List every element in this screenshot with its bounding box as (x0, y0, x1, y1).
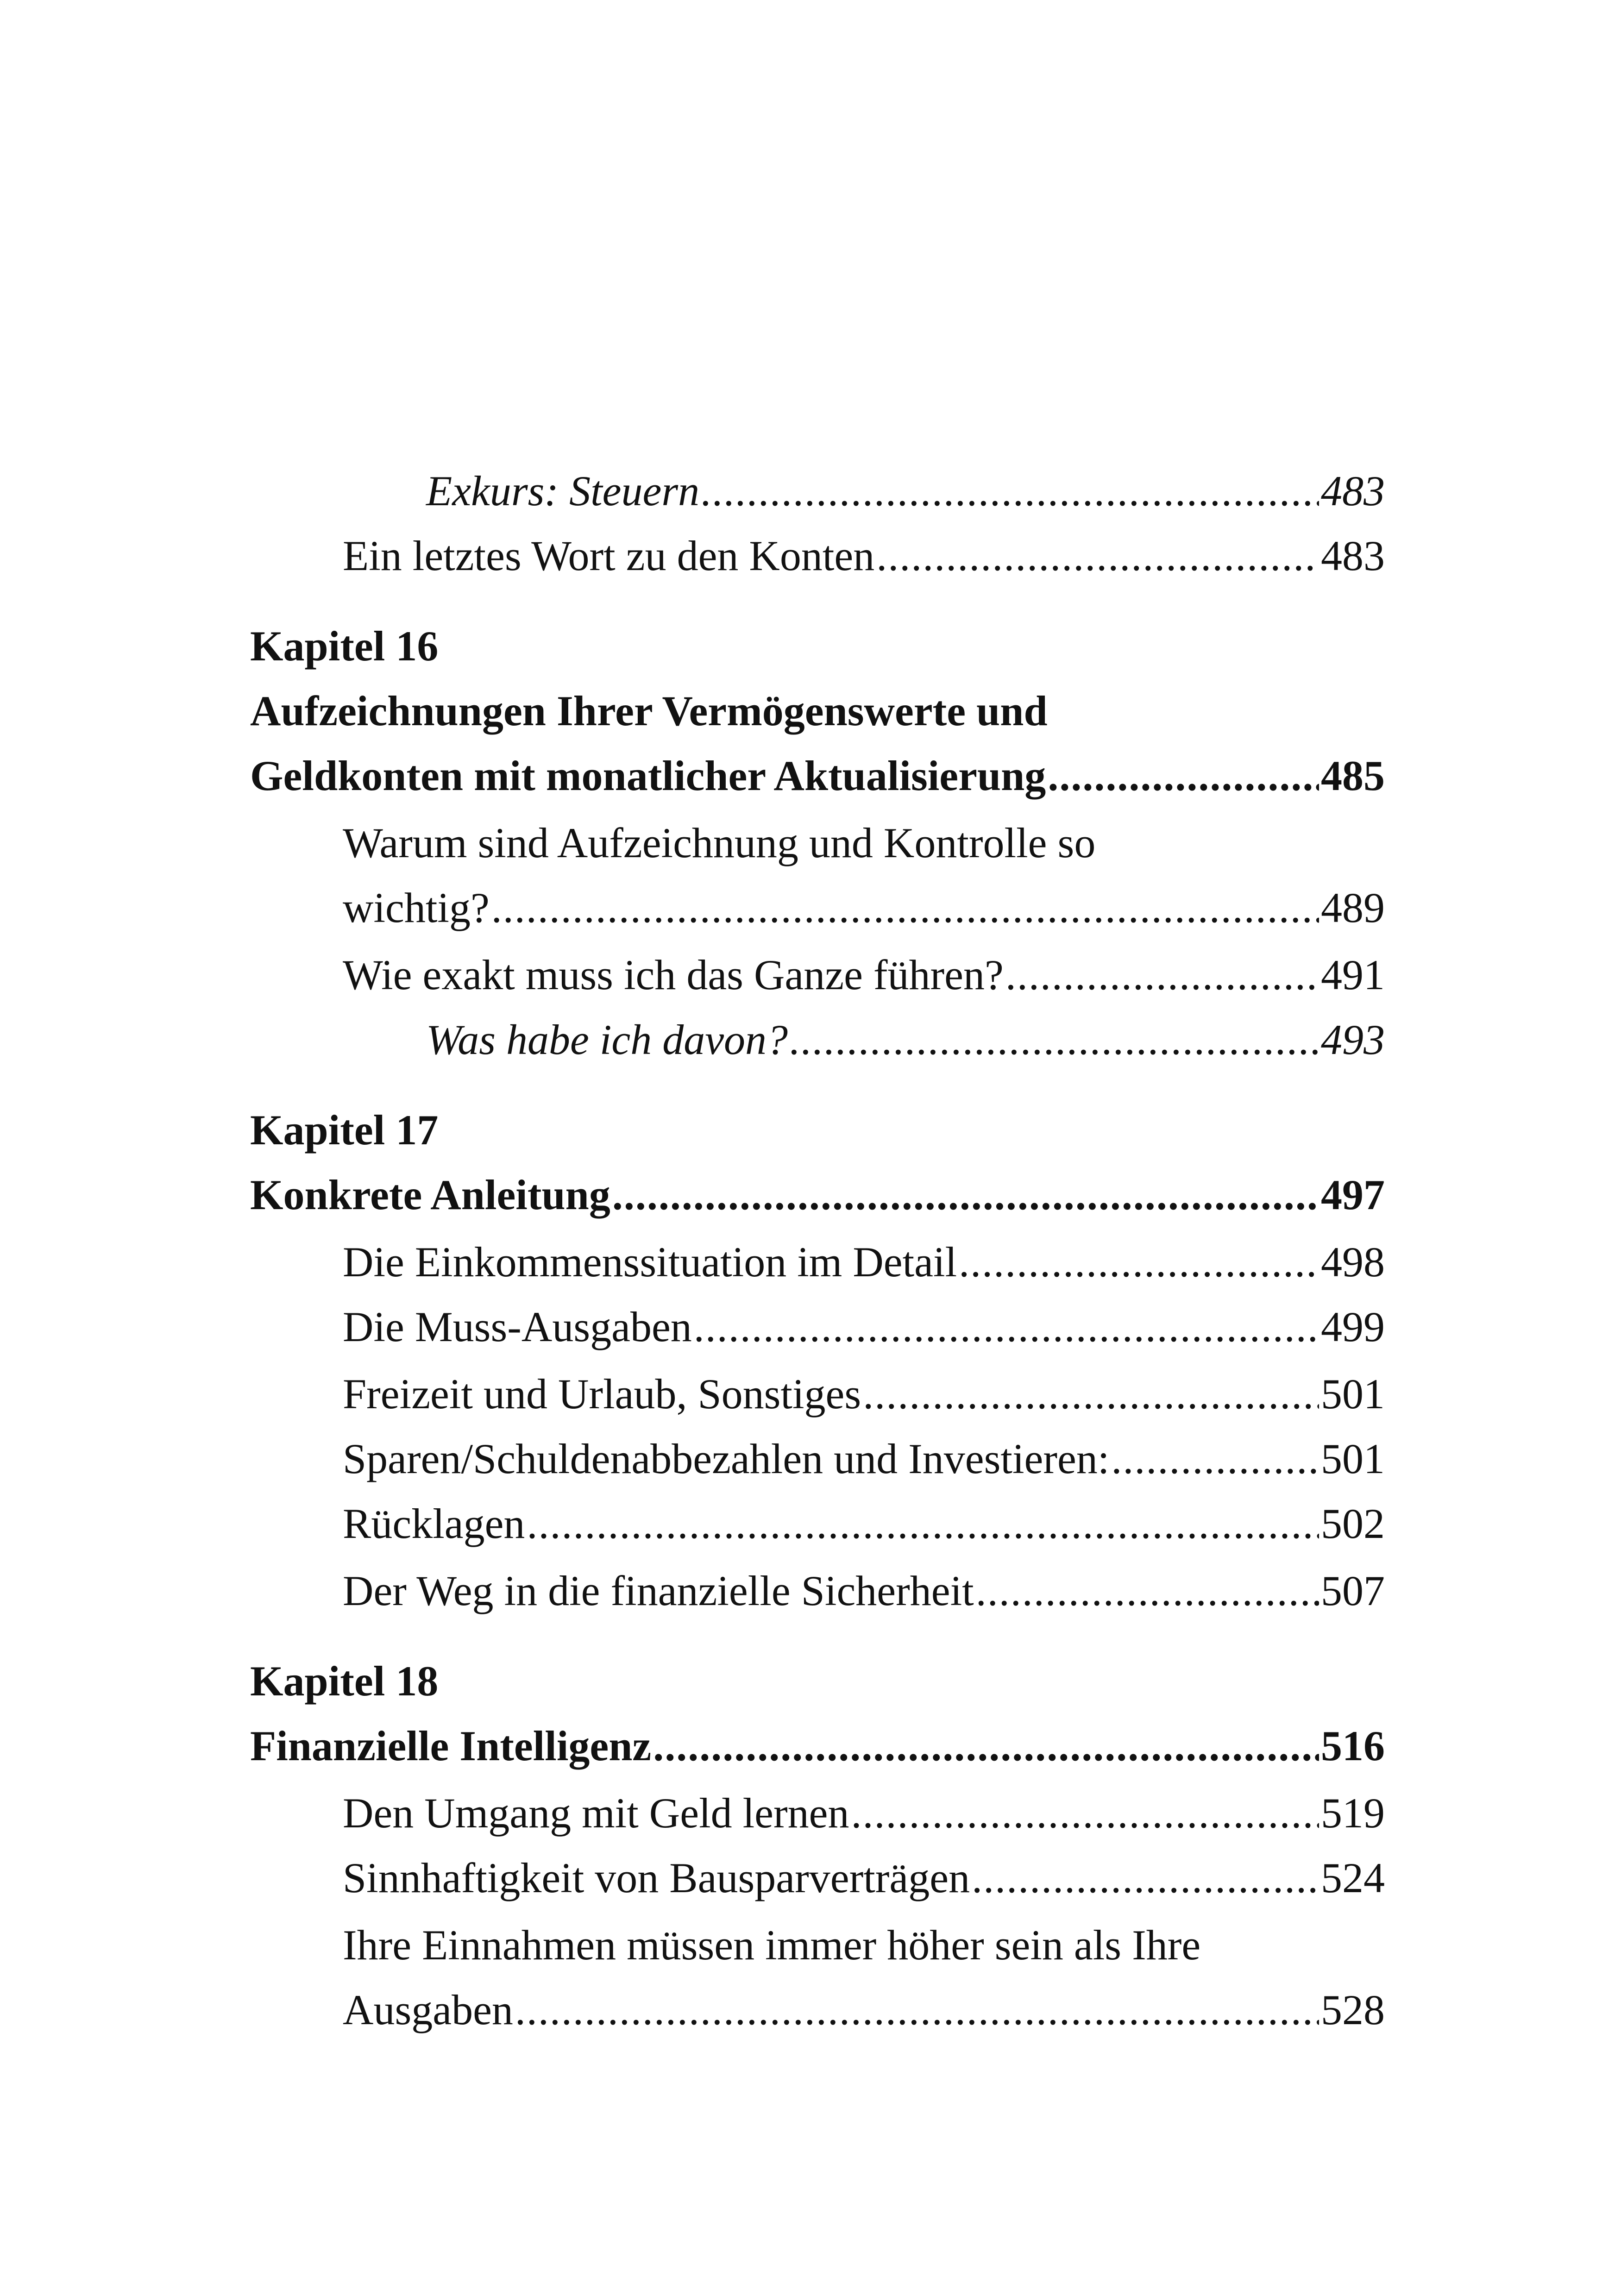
entry-title: Sinnhaftigkeit von Bausparverträgen (343, 1854, 970, 1901)
page-number: 485 (1321, 752, 1385, 799)
dot-leader (876, 528, 1319, 583)
page-number: 498 (1321, 1238, 1385, 1286)
entry-title: Wie exakt muss ich das Ganze führen? (343, 951, 1004, 998)
page-number: 499 (1321, 1303, 1385, 1350)
toc-entry-freizeit-urlaub[interactable] (343, 1366, 1385, 1422)
chapter-heading-17: Kapitel 17 (250, 1106, 439, 1154)
table-of-contents (250, 0, 1385, 2296)
entry-title: Der Weg in die finanzielle Sicherheit (343, 1567, 974, 1614)
page-number: 507 (1321, 1567, 1385, 1614)
chapter-heading-16: Kapitel 16 (250, 622, 439, 670)
toc-entry-letztes-wort[interactable] (343, 528, 1385, 583)
toc-entry-umgang-mit-geld[interactable] (343, 1785, 1385, 1841)
page-number: 501 (1321, 1370, 1385, 1418)
dot-leader (851, 1785, 1319, 1841)
toc-entry-ruecklagen[interactable] (343, 1496, 1385, 1551)
entry-title: Finanzielle Intelligenz (250, 1722, 652, 1769)
toc-entry-exkurs-steuern[interactable] (426, 463, 1385, 519)
dot-leader (1005, 947, 1319, 1003)
dot-leader (959, 1234, 1319, 1290)
page-number: 519 (1321, 1789, 1385, 1837)
dot-leader (694, 1299, 1319, 1355)
toc-entry-muss-ausgaben[interactable] (343, 1299, 1385, 1355)
dot-leader (515, 1982, 1319, 2038)
page-number: 516 (1321, 1722, 1385, 1769)
toc-entry-chapter-16[interactable] (250, 748, 1385, 803)
toc-entry-einnahmen-ausgaben[interactable] (343, 1982, 1385, 2038)
dot-leader (972, 1850, 1319, 1906)
page-number: 524 (1321, 1854, 1385, 1901)
page-number: 497 (1321, 1171, 1385, 1218)
toc-entry-aufzeichnung-wichtig[interactable] (343, 880, 1385, 935)
entry-title: Konkrete Anleitung (250, 1171, 610, 1218)
page-number: 501 (1321, 1435, 1385, 1482)
entry-title: Geldkonten mit monatlicher Aktualisierung (250, 752, 1046, 799)
toc-entry-chapter-18[interactable] (250, 1718, 1385, 1774)
entry-title: Die Einkommenssituation im Detail (343, 1238, 957, 1286)
page-number: 483 (1321, 467, 1385, 514)
dot-leader (527, 1496, 1319, 1551)
toc-entry-einkommenssituation[interactable] (343, 1234, 1385, 1290)
dot-leader (1048, 748, 1319, 803)
toc-entry-was-habe-ich-davon[interactable] (426, 1012, 1385, 1067)
entry-title: Ausgaben (343, 1986, 513, 2033)
entry-title: Rücklagen (343, 1500, 525, 1547)
dot-leader (976, 1563, 1319, 1618)
toc-entry-sparen-investieren[interactable] (343, 1431, 1385, 1487)
page-number: 493 (1321, 1016, 1385, 1063)
toc-entry-finanzielle-sicherheit[interactable] (343, 1563, 1385, 1618)
page-number: 491 (1321, 951, 1385, 998)
toc-entry-chapter-17[interactable] (250, 1167, 1385, 1223)
entry-title: wichtig? (343, 884, 490, 931)
toc-entry-bausparvertraege[interactable] (343, 1850, 1385, 1906)
toc-entry-wie-exakt[interactable] (343, 947, 1385, 1003)
page-number: 528 (1321, 1986, 1385, 2033)
dot-leader (701, 463, 1319, 519)
page-number: 502 (1321, 1500, 1385, 1547)
entry-title: Was habe ich davon? (426, 1016, 788, 1063)
chapter-heading-18: Kapitel 18 (250, 1657, 439, 1705)
page-number: 489 (1321, 884, 1385, 931)
entry-title: Sparen/Schuldenabbezahlen und Investieren: (343, 1435, 1110, 1482)
entry-title: Ein letztes Wort zu den Konten (343, 532, 875, 579)
entry-title: Exkurs: Steuern (426, 467, 700, 514)
entry-title: Den Umgang mit Geld lernen (343, 1789, 849, 1837)
entry-title-line1: Ihre Einnahmen müssen immer höher sein als Ihre (343, 1921, 1201, 1969)
dot-leader (1111, 1431, 1319, 1487)
chapter-title-16-line1: Aufzeichnungen Ihrer Vermögenswerte und (250, 687, 1048, 734)
dot-leader (612, 1167, 1319, 1223)
dot-leader (491, 880, 1319, 935)
dot-leader (653, 1718, 1319, 1774)
entry-title: Die Muss-Ausgaben (343, 1303, 692, 1350)
page-number: 483 (1321, 532, 1385, 579)
dot-leader (863, 1366, 1319, 1422)
entry-title-line1: Warum sind Aufzeichnung und Kontrolle so (343, 819, 1096, 866)
entry-title: Freizeit und Urlaub, Sonstiges (343, 1370, 861, 1418)
dot-leader (790, 1012, 1319, 1067)
